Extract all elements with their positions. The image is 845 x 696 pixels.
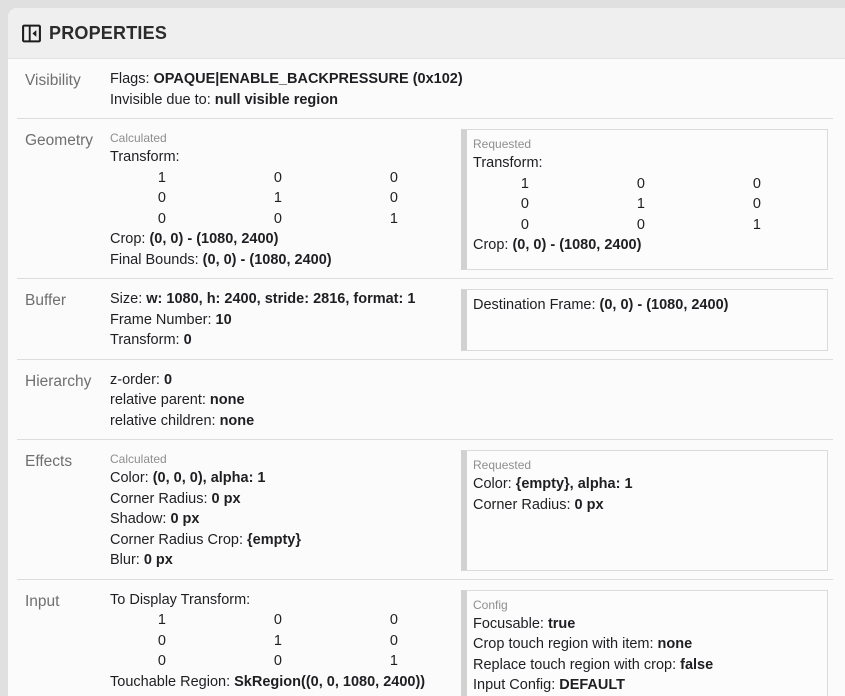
prop-value: false <box>680 656 714 673</box>
panel-title: PROPERTIES <box>49 22 168 43</box>
prop-label: Input Config: <box>473 677 556 694</box>
prop-value: 0 px <box>211 490 241 507</box>
section-content <box>110 370 828 432</box>
prop-label: Transform: <box>473 155 543 171</box>
prop-row <box>110 489 453 510</box>
matrix-cell: 0 <box>273 210 282 227</box>
section-hierarchy <box>8 360 845 440</box>
prop-label: Crop touch region with item: <box>473 636 654 653</box>
prop-label: Blur: <box>110 552 140 569</box>
prop-value: 0 <box>183 332 192 349</box>
prop-label: Corner Radius: <box>473 496 571 513</box>
matrix-cell: 0 <box>157 210 166 227</box>
matrix-cell: 1 <box>520 175 529 192</box>
prop-row <box>110 530 453 551</box>
prop-label: Crop: <box>473 237 509 254</box>
section-visibility <box>8 59 845 118</box>
matrix-cell: 0 <box>636 175 645 192</box>
prop-value: SkRegion((0, 0, 1080, 2400)) <box>234 674 426 691</box>
group-tag: Config <box>473 597 508 612</box>
matrix-cell: 1 <box>273 190 282 207</box>
prop-value: null visible region <box>214 91 339 108</box>
prop-label: Shadow: <box>110 511 167 528</box>
properties-panel <box>8 8 845 696</box>
dock-panel-icon <box>21 23 42 44</box>
config-column <box>461 590 828 696</box>
prop-label: Color: <box>110 470 149 487</box>
prop-label: Destination Frame: <box>473 297 596 314</box>
prop-value: 10 <box>215 311 232 328</box>
requested-column <box>461 450 828 571</box>
prop-value: none <box>219 412 255 429</box>
prop-row <box>473 235 819 256</box>
prop-value: {empty} <box>246 531 301 548</box>
prop-value: 0 px <box>574 496 604 513</box>
prop-row <box>110 250 453 271</box>
prop-label: Color: <box>473 476 512 493</box>
section-label: Input <box>25 592 60 610</box>
prop-row <box>473 495 819 516</box>
matrix-cell: 0 <box>752 196 761 213</box>
group-tag: Calculated <box>110 452 167 467</box>
prop-label: Transform: <box>110 149 180 165</box>
prop-row <box>110 330 453 351</box>
matrix-cell: 1 <box>752 216 761 233</box>
matrix-cell: 0 <box>157 632 166 649</box>
group-tag: Calculated <box>110 131 167 145</box>
matrix-cell: 1 <box>389 653 398 670</box>
prop-row <box>110 90 820 111</box>
section-effects <box>8 440 845 579</box>
config-group <box>461 590 828 696</box>
matrix-cell: 0 <box>157 190 166 207</box>
group-tag: Requested <box>473 137 532 151</box>
requested-group <box>461 289 828 351</box>
prop-row <box>110 411 820 432</box>
prop-label: Corner Radius: <box>110 490 208 507</box>
prop-label: z-order: <box>110 371 160 388</box>
matrix-cell: 1 <box>157 612 166 629</box>
transform-matrix-row <box>110 631 453 652</box>
prop-value: (0, 0) - (1080, 2400) <box>149 231 279 248</box>
matrix-cell: 0 <box>389 612 398 629</box>
section-label: Visibility <box>25 72 81 89</box>
prop-label: Corner Radius Crop: <box>110 531 243 548</box>
prop-row <box>110 390 820 411</box>
prop-value: w: 1080, h: 2400, stride: 2816, format: 1 <box>146 291 416 308</box>
prop-row <box>110 550 453 571</box>
prop-row <box>110 69 820 90</box>
prop-value: 0 px <box>170 511 200 528</box>
transform-matrix-row <box>110 610 453 631</box>
collapse-panel-button[interactable] <box>20 22 42 44</box>
matrix-cell: 1 <box>273 632 282 649</box>
section-label: Effects <box>25 453 73 471</box>
matrix-cell: 0 <box>389 190 398 207</box>
matrix-cell: 0 <box>636 216 645 233</box>
requested-group <box>461 450 828 571</box>
prop-label: Transform: <box>110 332 180 349</box>
matrix-cell: 1 <box>389 210 398 227</box>
transform-matrix-row <box>110 651 453 672</box>
prop-value: true <box>547 615 576 632</box>
matrix-cell: 0 <box>157 653 166 670</box>
section-label: Geometry <box>25 132 94 149</box>
prop-value: OPAQUE|ENABLE_BACKPRESSURE (0x102) <box>153 71 463 87</box>
matrix-cell: 0 <box>752 175 761 192</box>
prop-row <box>110 468 453 489</box>
section-label: Hierarchy <box>25 372 92 390</box>
prop-row <box>110 310 453 331</box>
requested-column <box>461 289 828 351</box>
prop-value: (0, 0, 0), alpha: 1 <box>152 470 266 487</box>
transform-matrix-row <box>110 188 453 209</box>
prop-value: 0 <box>163 371 173 388</box>
prop-value: (0, 0) - (1080, 2400) <box>202 251 332 268</box>
prop-row <box>110 289 453 310</box>
matrix-cell: 1 <box>636 196 645 213</box>
prop-value: none <box>209 392 245 409</box>
matrix-cell: 1 <box>157 169 166 186</box>
properties-sections <box>8 59 845 696</box>
section-content <box>110 590 461 696</box>
prop-label: Size: <box>110 291 143 308</box>
panel-header <box>8 8 845 59</box>
calculated-properties <box>110 450 461 571</box>
prop-value: {empty}, alpha: 1 <box>515 476 633 493</box>
transform-matrix-row <box>110 168 453 189</box>
prop-row <box>110 672 453 693</box>
matrix-cell: 0 <box>273 653 282 670</box>
prop-row <box>110 147 453 168</box>
prop-label: Touchable Region: <box>110 674 231 691</box>
prop-row <box>473 295 819 316</box>
matrix-cell: 0 <box>520 196 529 213</box>
prop-value: none <box>657 636 693 653</box>
matrix-cell: 0 <box>389 169 398 186</box>
matrix-cell: 0 <box>273 612 282 629</box>
section-input <box>8 580 845 696</box>
section-label: Buffer <box>25 292 67 310</box>
section-geometry <box>8 119 845 278</box>
section-content <box>110 289 461 351</box>
transform-matrix-row <box>473 174 819 195</box>
calculated-properties <box>110 129 461 270</box>
prop-value: (0, 0) - (1080, 2400) <box>512 237 642 254</box>
matrix-cell: 0 <box>520 216 529 233</box>
prop-row <box>473 474 819 495</box>
prop-row <box>473 634 819 655</box>
prop-row <box>473 675 819 696</box>
prop-row <box>110 590 453 611</box>
transform-matrix-row <box>473 215 819 236</box>
prop-row <box>110 229 453 250</box>
group-tag: Requested <box>473 458 532 473</box>
prop-row <box>110 370 820 391</box>
prop-label: Crop: <box>110 231 146 248</box>
prop-row <box>473 153 819 174</box>
prop-label: Final Bounds: <box>110 251 199 268</box>
prop-label: Focusable: <box>473 615 544 632</box>
prop-row <box>110 509 453 530</box>
transform-matrix-row <box>473 194 819 215</box>
prop-row <box>473 614 819 635</box>
prop-label: To Display Transform: <box>110 591 251 608</box>
prop-value: DEFAULT <box>559 677 626 694</box>
matrix-cell: 0 <box>389 632 398 649</box>
prop-label: relative children: <box>110 412 216 429</box>
prop-value: (0, 0) - (1080, 2400) <box>599 297 729 314</box>
prop-label: relative parent: <box>110 392 206 409</box>
prop-value: 0 px <box>143 552 173 569</box>
section-buffer <box>8 279 845 359</box>
prop-label: Invisible due to: <box>110 91 211 108</box>
transform-matrix-row <box>110 209 453 230</box>
prop-label: Frame Number: <box>110 311 212 328</box>
requested-column <box>461 129 828 270</box>
requested-group <box>461 129 828 270</box>
prop-label: Replace touch region with crop: <box>473 656 677 673</box>
prop-label: Flags: <box>110 71 150 87</box>
prop-row <box>473 655 819 676</box>
section-content <box>110 69 828 110</box>
matrix-cell: 0 <box>273 169 282 186</box>
